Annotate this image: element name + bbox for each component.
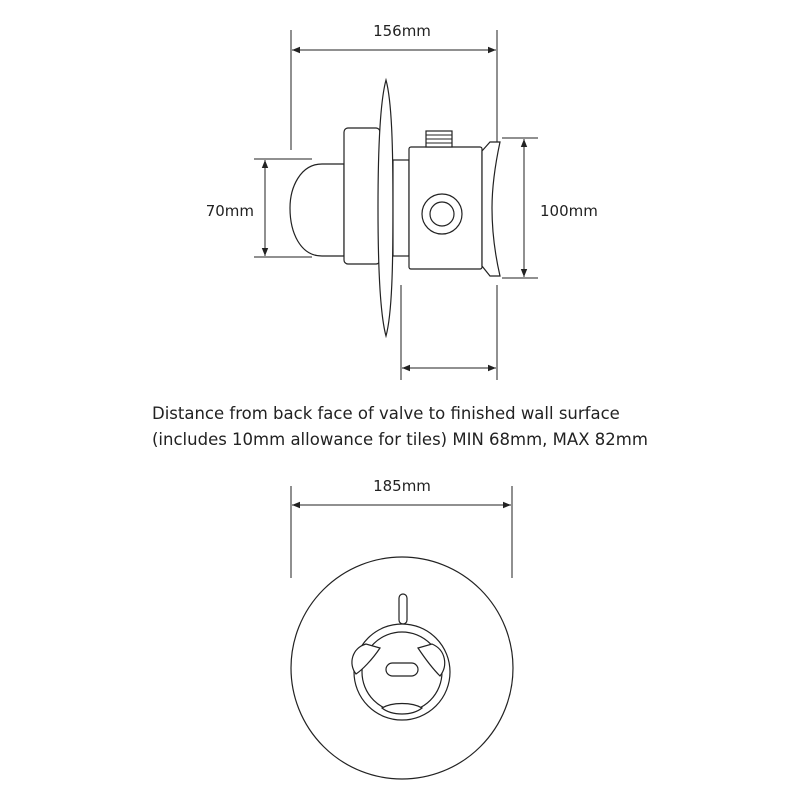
- note-line-1: Distance from back face of valve to finished wall surface: [152, 404, 620, 423]
- plate-diameter-label: 185mm: [373, 477, 431, 495]
- temperature-lever: [399, 594, 407, 624]
- knob-height-label: 70mm: [205, 202, 254, 220]
- dial-indicator-slot: [386, 663, 418, 676]
- overall-length-dimension: [291, 22, 497, 150]
- wall-depth-dimension: [401, 285, 497, 380]
- valve-shaft: [393, 160, 409, 256]
- body-height-label: 100mm: [540, 202, 598, 220]
- overall-length-label: 156mm: [373, 22, 431, 40]
- side-view: [206, 22, 598, 380]
- knob-collar: [344, 128, 380, 264]
- control-knob: [290, 164, 344, 256]
- rear-flange: [482, 142, 500, 276]
- inlet-port-inner: [430, 202, 454, 226]
- wall-plate-edge: [378, 80, 393, 336]
- body-height-dimension: [502, 138, 598, 278]
- installation-note: [152, 404, 648, 449]
- valve-side-drawing: [290, 80, 500, 336]
- note-line-2: (includes 10mm allowance for tiles) MIN 68mm, MAX 82mm: [152, 430, 648, 449]
- front-view: [291, 477, 513, 779]
